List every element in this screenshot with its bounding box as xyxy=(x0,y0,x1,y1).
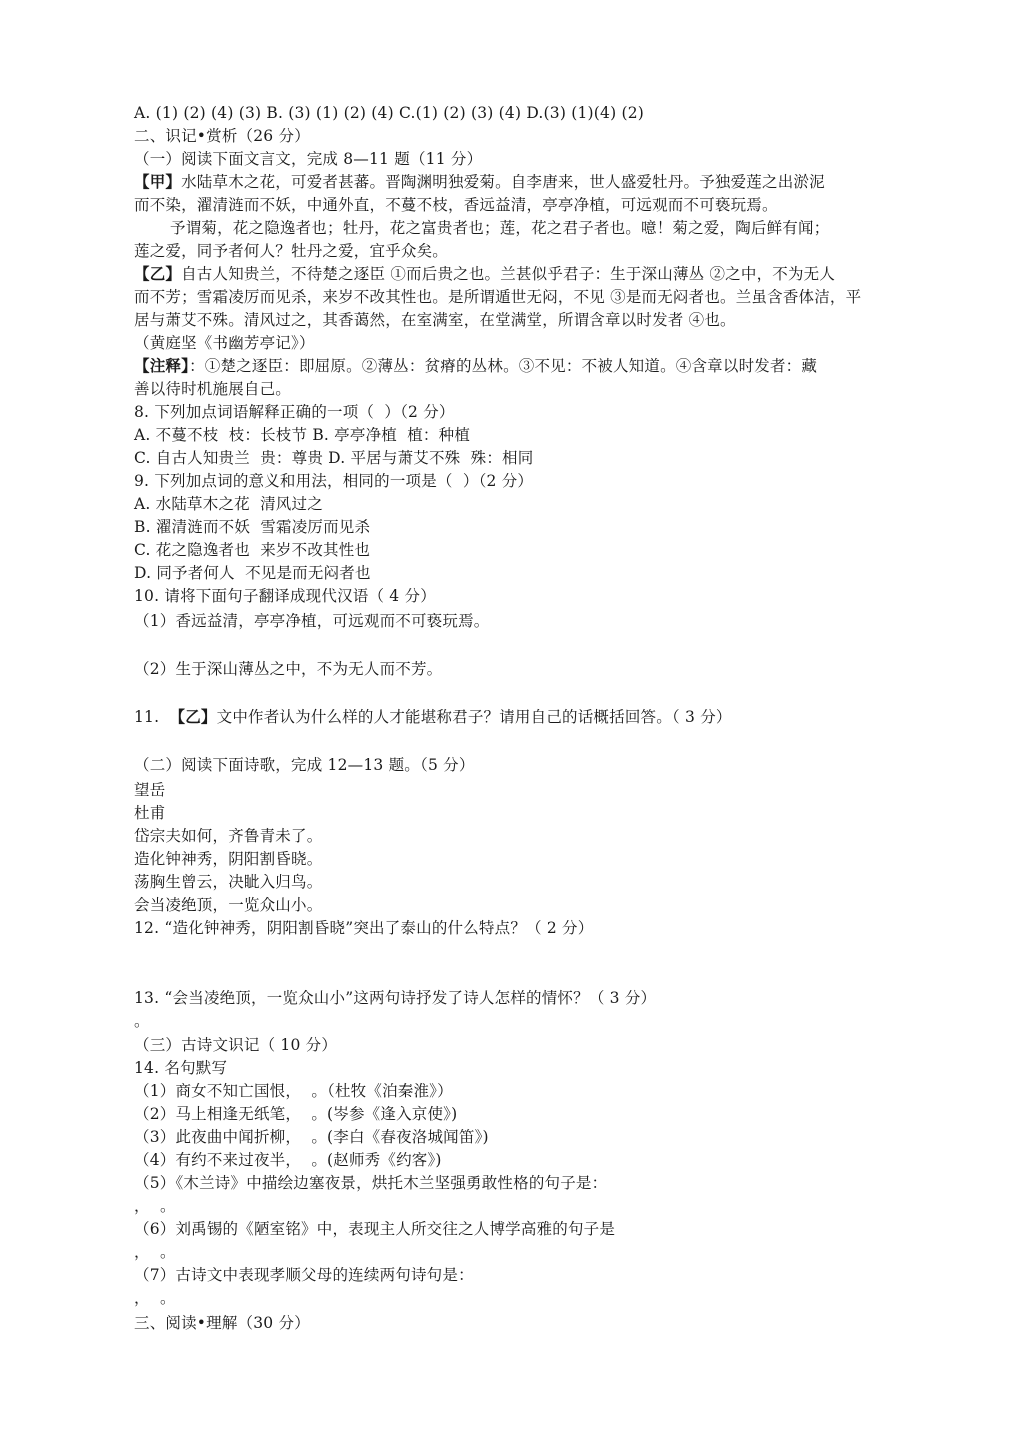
question-10: 10. 请将下面句子翻译成现代汉语（ 4 分） xyxy=(134,587,436,605)
passage-b-line: 而不芳；雪霜凌厉而见杀，来岁不改其性也。是所谓遁世无闷，不见 ③是而无闷者也。兰虽含香体洁，平 xyxy=(134,288,862,306)
question-9-option: C. 花之隐逸者也 来岁不改其性也 xyxy=(134,541,371,559)
question-14: 14. 名句默写 xyxy=(134,1059,228,1077)
recitation-item: （2）马上相逢无纸笔， 。(岑参《逢入京使》) xyxy=(134,1105,458,1123)
question-8: 8. 下列加点词语解释正确的一项（ ）（2 分） xyxy=(134,403,455,421)
question-9: 9. 下列加点词的意义和用法，相同的一项是（ ）（2 分） xyxy=(134,472,534,490)
question-13: 13. “会当凌绝顶，一览众山小”这两句诗抒发了诗人怎样的情怀？（ 3 分） xyxy=(134,989,657,1007)
poem-line: 荡胸生曾云，决眦入归鸟。 xyxy=(134,873,323,891)
poem-author: 杜甫 xyxy=(134,804,166,822)
recitation-item: （6）刘禹锡的《陋室铭》中，表现主人所交往之人博学高雅的句子是 xyxy=(134,1220,616,1238)
passage-b-line: 【乙】自古人知贵兰，不待楚之逐臣 ①而后贵之也。兰甚似乎君子：生于深山薄丛 ②之中，不为无人 xyxy=(134,264,836,283)
passage-a-line: 莲之爱，同予者何人？牡丹之爱，宜乎众矣。 xyxy=(134,242,449,260)
recitation-blank: ， 。 xyxy=(134,1289,176,1307)
question-9-option: A. 水陆草木之花 清风过之 xyxy=(134,495,323,513)
question-9-option: B. 濯清涟而不妖 雪霜凌厉而见杀 xyxy=(134,518,371,536)
q7-options: A. (1) (2) (4) (3) B. (3) (1) (2) (4) C.(1) (2) (3) (4) D.(3) (1)(4) (2) xyxy=(134,104,644,122)
recitation-item: （4）有约不来过夜半， 。(赵师秀《约客》) xyxy=(134,1151,442,1169)
poem-line: 岱宗夫如何，齐鲁青未了。 xyxy=(134,827,323,845)
recitation-blank: ， 。 xyxy=(134,1197,176,1215)
passage-a-line: 予谓菊，花之隐逸者也；牡丹，花之富贵者也；莲，花之君子者也。噫！菊之爱，陶后鲜有闻； xyxy=(170,219,830,237)
part-2-heading: （二）阅读下面诗歌，完成 12—13 题。（5 分） xyxy=(134,756,475,774)
question-9-option: D. 同予者何人 不见是而无闷者也 xyxy=(134,564,371,582)
poem-line: 会当凌绝顶，一览众山小。 xyxy=(134,896,323,914)
question-10-item: （1）香远益清，亭亭净植，可远观而不可亵玩焉。 xyxy=(134,612,490,630)
question-12: 12. “造化钟神秀，阴阳割昏晓”突出了泰山的什么特点？（ 2 分） xyxy=(134,919,594,937)
question-11-tag: 【乙】 xyxy=(169,707,217,726)
poem-title: 望岳 xyxy=(134,781,166,799)
question-11: 11. 【乙】文中作者认为什么样的人才能堪称君子？请用自己的话概括回答。（ 3 分） xyxy=(134,707,732,726)
recitation-item: （7）古诗文中表现孝顺父母的连续两句诗句是： xyxy=(134,1266,474,1284)
annotation-tag: 【注释】 xyxy=(134,356,190,375)
question-13-blank: 。 xyxy=(134,1012,150,1030)
section-2-heading: 二、识记•赏析（26 分） xyxy=(134,127,310,145)
annotation-line: 【注释】：①楚之逐臣：即屈原。②薄丛：贫瘠的丛林。③不见：不被人知道。④含章以时发者：藏 xyxy=(134,356,818,375)
recitation-blank: ， 。 xyxy=(134,1243,176,1261)
recitation-item: （3）此夜曲中闻折柳， 。(李白《春夜洛城闻笛》) xyxy=(134,1128,489,1146)
part-3-heading: （三）古诗文识记（ 10 分） xyxy=(134,1036,338,1054)
passage-b-tag: 【乙】 xyxy=(134,264,182,283)
passage-a-line: 【甲】水陆草木之花，可爱者甚蕃。晋陶渊明独爱菊。自李唐来，世人盛爱牡丹。予独爱莲之出淤泥 xyxy=(134,172,825,191)
question-10-item: （2）生于深山薄丛之中，不为无人而不芳。 xyxy=(134,660,443,678)
passage-b-source: （黄庭坚《书幽芳亭记》） xyxy=(134,334,315,352)
part-1-heading: （一）阅读下面文言文，完成 8—11 题（11 分） xyxy=(134,150,483,168)
passage-b-line: 居与萧艾不殊。清风过之，其香蔼然，在室满室，在堂满堂，所谓含章以时发者 ④也。 xyxy=(134,311,736,329)
passage-a-tag: 【甲】 xyxy=(134,172,182,191)
section-3-heading: 三、阅读•理解（30 分） xyxy=(134,1314,310,1332)
passage-a-line: 而不染，濯清涟而不妖，中通外直，不蔓不枝，香远益清，亭亭净植，可远观而不可亵玩焉。 xyxy=(134,196,778,214)
recitation-item: （5）《木兰诗》中描绘边塞夜景，烘托木兰坚强勇敢性格的句子是： xyxy=(134,1174,608,1192)
question-8-option: C. 自古人知贵兰 贵：尊贵 D. 平居与萧艾不殊 殊：相同 xyxy=(134,449,534,467)
poem-line: 造化钟神秀，阴阳割昏晓。 xyxy=(134,850,323,868)
annotation-line: 善以待时机施展自己。 xyxy=(134,380,292,398)
question-8-option: A. 不蔓不枝 枝：长枝节 B. 亭亭净植 植：种植 xyxy=(134,426,471,444)
recitation-item: （1）商女不知亡国恨， 。（杜牧《泊秦淮》） xyxy=(134,1082,453,1100)
